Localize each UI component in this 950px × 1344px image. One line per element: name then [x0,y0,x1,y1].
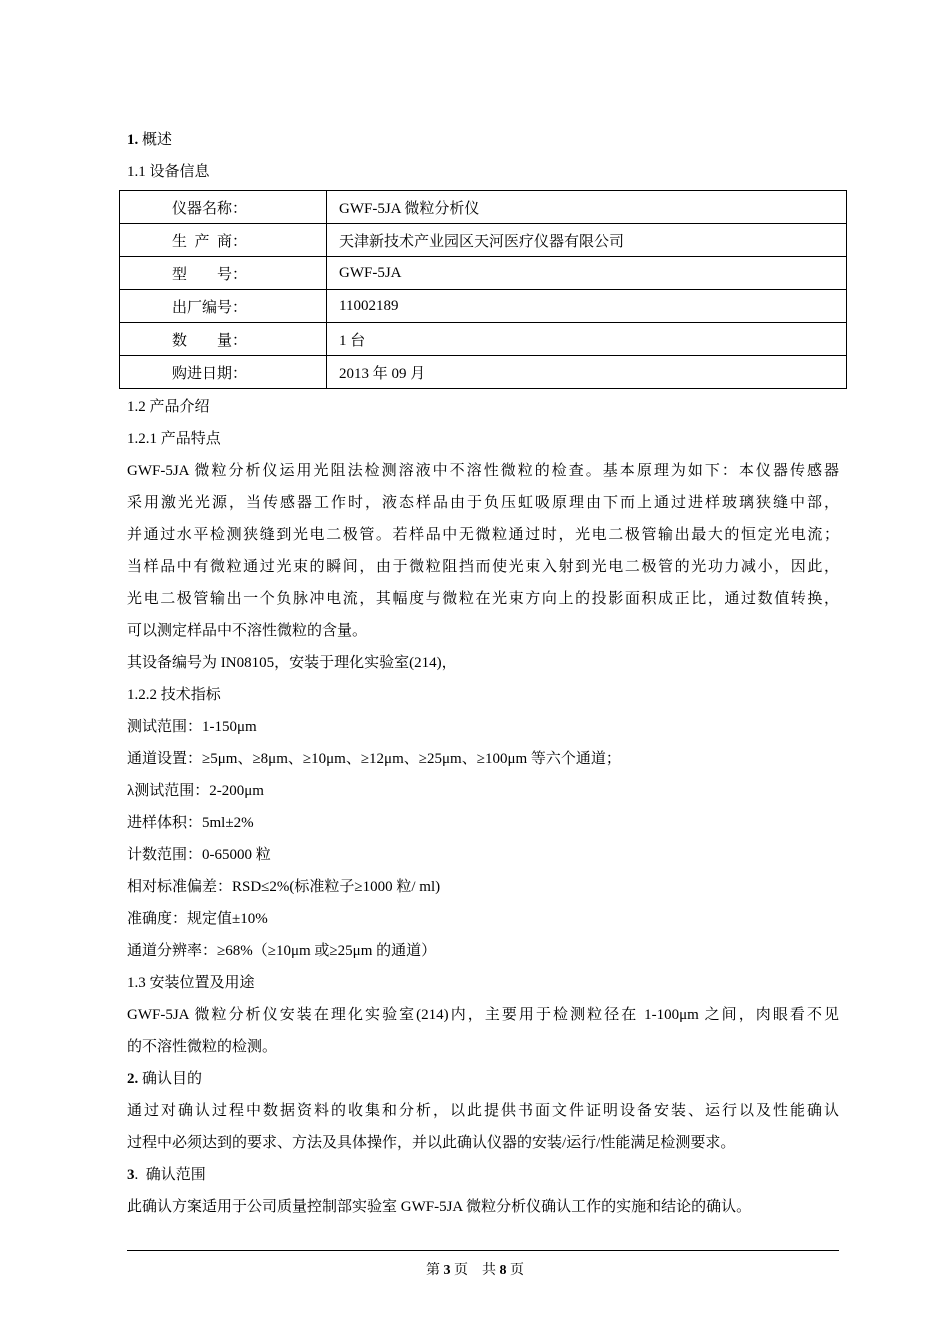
table-row [120,257,847,290]
device-number-line: 其设备编号为 IN08105，安装于理化实验室(214)， [127,655,457,671]
section-title: 确认目的 [142,1071,203,1087]
paragraph-line: GWF-5JA 微粒分析仪安装在理化实验室(214)内，主要用于检测粒径在 1-100μm 之间，肉眼看不见 [127,1007,839,1023]
table-value: GWF-5JA 微粒分析仪 [327,191,847,224]
paragraph-line: 采用激光光源，当传感器工作时，液态样品由于负压虹吸原理由下而上通过进样玻璃狭缝中部， [127,495,839,511]
spec-item: 通道分辨率：≥68%（≥10μm 或≥25μm 的通道） [127,943,437,959]
table-label: 数 量： [120,323,327,356]
subsection-1-3-heading: 1.3 安装位置及用途 [127,975,255,991]
table-row [120,290,847,323]
section-title: 概述 [142,132,173,148]
purpose-paragraph [127,1095,839,1159]
section-3-heading [127,1159,839,1191]
table-value: 11002189 [327,290,847,323]
paragraph-line: 当样品中有微粒通过光束的瞬间，由于微粒阻挡而使光束入射到光电二极管的光功力减小，因此， [127,559,839,575]
table-value: 天津新技术产业园区天河医疗仪器有限公司 [327,224,847,257]
spec-item: 计数范围：0-65000 粒 [127,847,271,863]
table-row [120,356,847,389]
table-row [120,323,847,356]
total-page-count: 8 [499,1263,507,1278]
subsection-1-2-2-heading: 1.2.2 技术指标 [127,687,221,703]
spec-item: 准确度：规定值±10% [127,911,268,927]
scope-line: 此确认方案适用于公司质量控制部实验室 GWF-5JA 微粒分析仪确认工作的实施和结论的确认。 [127,1199,752,1215]
equipment-info-table [119,190,847,389]
paragraph-line: 过程中必须达到的要求、方法及具体操作，并以此确认仪器的安装/运行/性能满足检测要求。 [127,1135,736,1151]
paragraph-line: 的不溶性微粒的检测。 [127,1039,278,1055]
section-number: 3 [127,1167,135,1183]
paragraph-line: 可以测定样品中不溶性微粒的含量。 [127,623,368,639]
spec-item: 通道设置：≥5μm、≥8μm、≥10μm、≥12μm、≥25μm、≥100μm 等六个通道； [127,751,621,767]
footer-suffix: 页 [510,1263,524,1278]
section-number: 1. [127,132,139,148]
footer-prefix: 第 [426,1263,440,1278]
table-label: 出厂编号： [120,290,327,323]
subsection-1-1-heading: 1.1 设备信息 [127,164,210,180]
table-label: 生 产 商： [120,224,327,257]
spec-item: 测试范围：1-150μm [127,719,257,735]
section-1-heading [127,124,839,156]
document-body [127,124,839,1223]
spec-item: 进样体积：5ml±2% [127,815,254,831]
table-value: 1 台 [327,323,847,356]
table-label: 仪器名称： [120,191,327,224]
paragraph-line: 并通过水平检测狭缝到光电二极管。若样品中无微粒通过时，光电二极管输出最大的恒定光电流； [127,527,839,543]
footer-divider [127,1250,839,1251]
install-paragraph [127,999,839,1063]
spec-item: λ测试范围：2-200μm [127,783,264,799]
table-label: 购进日期： [120,356,327,389]
current-page-number: 3 [443,1263,451,1278]
table-row [120,224,847,257]
section-number: 2. [127,1071,139,1087]
table-row [120,191,847,224]
paragraph-line: 通过对确认过程中数据资料的收集和分析，以此提供书面文件证明设备安装、运行以及性能确认 [127,1103,839,1119]
subsection-1-2-heading: 1.2 产品介绍 [127,399,210,415]
subsection-1-2-1-heading: 1.2.1 产品特点 [127,431,221,447]
features-paragraph [127,455,839,647]
table-value: GWF-5JA [327,257,847,290]
table-label: 型 号： [120,257,327,290]
paragraph-line: GWF-5JA 微粒分析仪运用光阻法检测溶液中不溶性微粒的检查。基本原理为如下：本仪器传感器 [127,463,839,479]
paragraph-line: 光电二极管输出一个负脉冲电流，其幅度与微粒在光束方向上的投影面积成正比，通过数值转换， [127,591,839,607]
table-value: 2013 年 09 月 [327,356,847,389]
footer-mid: 页 共 [454,1263,496,1278]
section-2-heading [127,1063,839,1095]
section-title: . 确认范围 [134,1167,206,1183]
spec-item: 相对标准偏差：RSD≤2%(标准粒子≥1000 粒/ ml) [127,879,441,895]
page-footer [0,1259,950,1279]
spec-list [127,711,839,967]
